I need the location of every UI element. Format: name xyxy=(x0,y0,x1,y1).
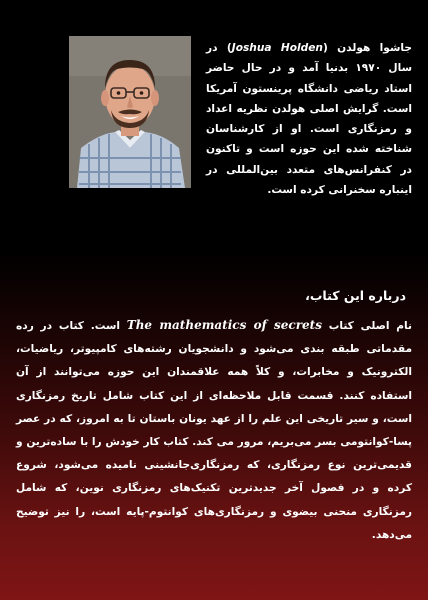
about-book-text xyxy=(16,314,412,547)
author-name-english: Joshua Holden xyxy=(231,42,323,54)
author-portrait-image xyxy=(69,36,191,188)
author-bio xyxy=(206,38,412,200)
about-book-text-start: نام اصلی کتاب xyxy=(321,320,412,332)
book-title-english: The mathematics of secrets xyxy=(126,318,322,332)
author-photo xyxy=(69,36,191,188)
author-bio-text-start: جاشوا هولدن ( xyxy=(322,42,412,54)
author-bio-text-rest: ) در سال ۱۹۷۰ بدنیا آمد و در حال حاضر استاد ریاضی دانشگاه پرینستون آمریکا است. گرایش اصلی هولدن نظریه اعداد و رمزنگاری است. او از کارشناسان شناخته شده این حوزه است و تاکنون در کنفرانس‌های متعدد بین‌المللی در اینباره سخنرانی کرده است. xyxy=(206,42,413,197)
about-book-heading: درباره این کتاب، xyxy=(305,288,406,303)
about-book-text-rest: است. کتاب در رده مقدماتی طبقه بندی می‌شود و دانشجویان رشته‌های کامپیوتر، ریاضیات، الکترونیک و مخابرات، و کلاً همه علاقمندان این حوزه می‌توانند از آن استفاده کنند. قسمت قابل ملاحظه‌ای از این کتاب شامل تاریخ رمزنگاری است، و سیر تاریخی این علم را از عهد یونان باستان تا به امروز، که در عصر پسا-کوانتومی بسر می‌بریم، مرور می کند. کتاب کار خودش را با ساده‌ترین و قدیمی‌ترین نوع رمزنگاری، که رمزنگاری‌جانشینی نامیده می‌شود، شروع کرده و در فصول آخر جدیدترین تکنیک‌های رمزنگاری نوین، که شامل رمزنگاری منحنی بیضوی و رمزنگاری‌های کوانتوم-پایه است، را نیز توضیح می‌دهد. xyxy=(16,320,412,541)
